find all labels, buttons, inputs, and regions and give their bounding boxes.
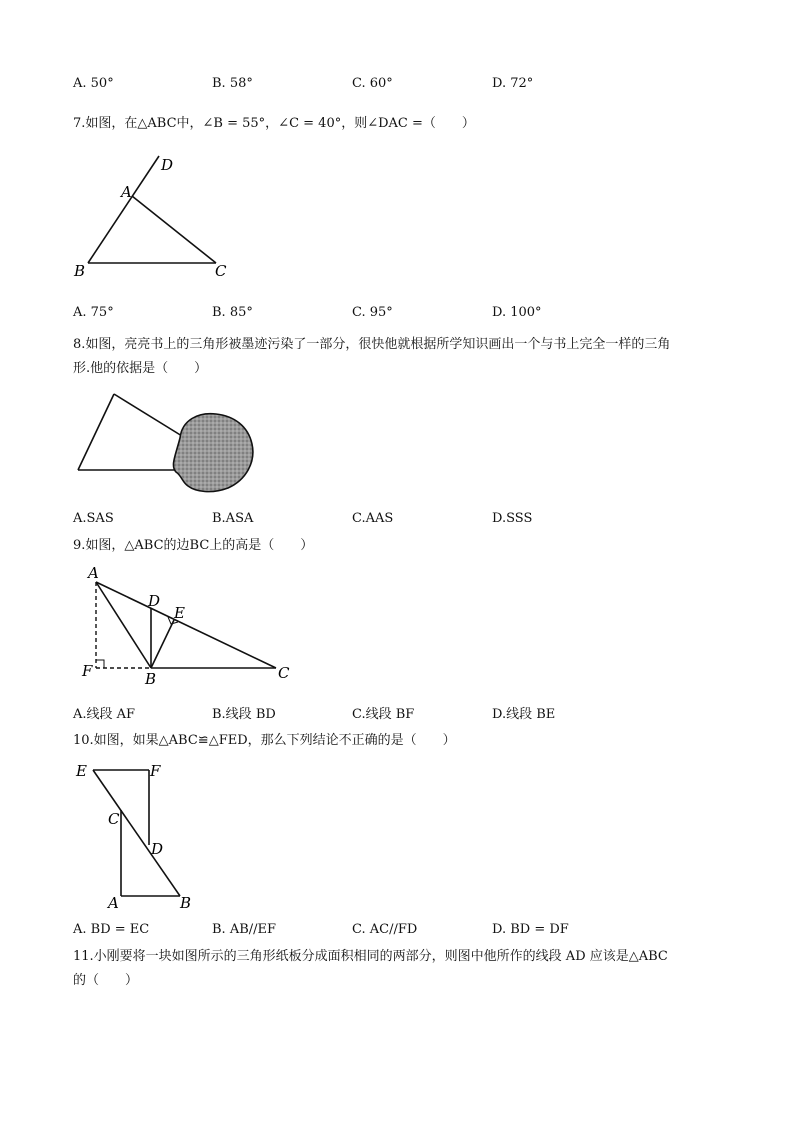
q9-right-angle-f: [96, 660, 104, 668]
q7-triangle-figure: [70, 150, 240, 280]
q7-label-a: A: [121, 183, 132, 201]
q9-segment-be: [151, 620, 174, 668]
q9-label-a: A: [88, 564, 99, 582]
q10-label-e: E: [76, 762, 87, 780]
q9-label-b: B: [145, 670, 157, 688]
q6-option-a[interactable]: A. 50°: [73, 76, 114, 91]
q9-label-d: D: [148, 592, 161, 610]
q10-stem: 10.如图，如果△ABC≌△FED，那么下列结论不正确的是（ ）: [73, 733, 456, 748]
q10-congruent-triangles-figure: [70, 758, 200, 910]
q9-option-d[interactable]: D.线段 BE: [492, 707, 556, 722]
q7-label-b: B: [74, 262, 86, 280]
q9-label-c: C: [278, 664, 290, 682]
q10-label-a: A: [108, 894, 119, 910]
q10-label-b: B: [180, 894, 192, 910]
q9-altitude-figure: [70, 560, 300, 690]
q8-option-b[interactable]: B.ASA: [212, 511, 254, 526]
q8-option-c[interactable]: C.AAS: [352, 511, 394, 526]
q10-option-a[interactable]: A. BD = EC: [73, 922, 150, 937]
q9-option-c[interactable]: C.线段 BF: [352, 707, 415, 722]
q8-option-a[interactable]: A.SAS: [73, 511, 114, 526]
q7-option-c[interactable]: C. 95°: [352, 305, 393, 320]
q9-label-f: F: [82, 662, 93, 680]
q7-option-a[interactable]: A. 75°: [73, 305, 114, 320]
q7-option-b[interactable]: B. 85°: [212, 305, 253, 320]
q6-option-b[interactable]: B. 58°: [212, 76, 253, 91]
q7-label-d: D: [161, 156, 174, 174]
q8-ink-blot: [173, 414, 252, 492]
q9-option-b[interactable]: B.线段 BD: [212, 707, 276, 722]
q9-label-e: E: [174, 604, 185, 622]
q8-visible-side-left: [78, 394, 114, 470]
q8-stem-line1: 8.如图，亮亮书上的三角形被墨迹污染了一部分，很快他就根据所学知识画出一个与书上完全一样的三角: [73, 337, 671, 352]
q10-option-b[interactable]: B. AB//EF: [212, 922, 277, 937]
q8-option-d[interactable]: D.SSS: [492, 511, 533, 526]
q9-stem: 9.如图，△ABC的边BC上的高是（ ）: [73, 538, 314, 553]
q8-ink-stained-triangle-figure: [70, 388, 270, 498]
q10-option-d[interactable]: D. BD = DF: [492, 922, 569, 937]
q8-stem-line2: 形.他的依据是（ ）: [73, 361, 208, 376]
q10-option-c[interactable]: C. AC//FD: [352, 922, 418, 937]
q7-label-c: C: [215, 262, 227, 280]
q7-stem: 7.如图，在△ABC中，∠B = 55°，∠C = 40°，则∠DAC =（ ）: [73, 116, 475, 131]
q11-stem-line2: 的（ ）: [73, 973, 139, 988]
q7-option-d[interactable]: D. 100°: [492, 305, 542, 320]
q10-label-f: F: [150, 762, 161, 780]
q10-segment-eb: [93, 770, 180, 896]
q6-option-c[interactable]: C. 60°: [352, 76, 393, 91]
q8-visible-side-top: [114, 394, 182, 436]
q6-option-d[interactable]: D. 72°: [492, 76, 534, 91]
q7-side-ac: [132, 196, 216, 263]
q9-option-a[interactable]: A.线段 AF: [73, 707, 136, 722]
q10-label-c: C: [108, 810, 120, 828]
q11-stem-line1: 11.小刚要将一块如图所示的三角形纸板分成面积相同的两部分，则图中他所作的线段 AD 应该是△ABC: [73, 949, 668, 964]
q10-label-d: D: [151, 840, 164, 858]
